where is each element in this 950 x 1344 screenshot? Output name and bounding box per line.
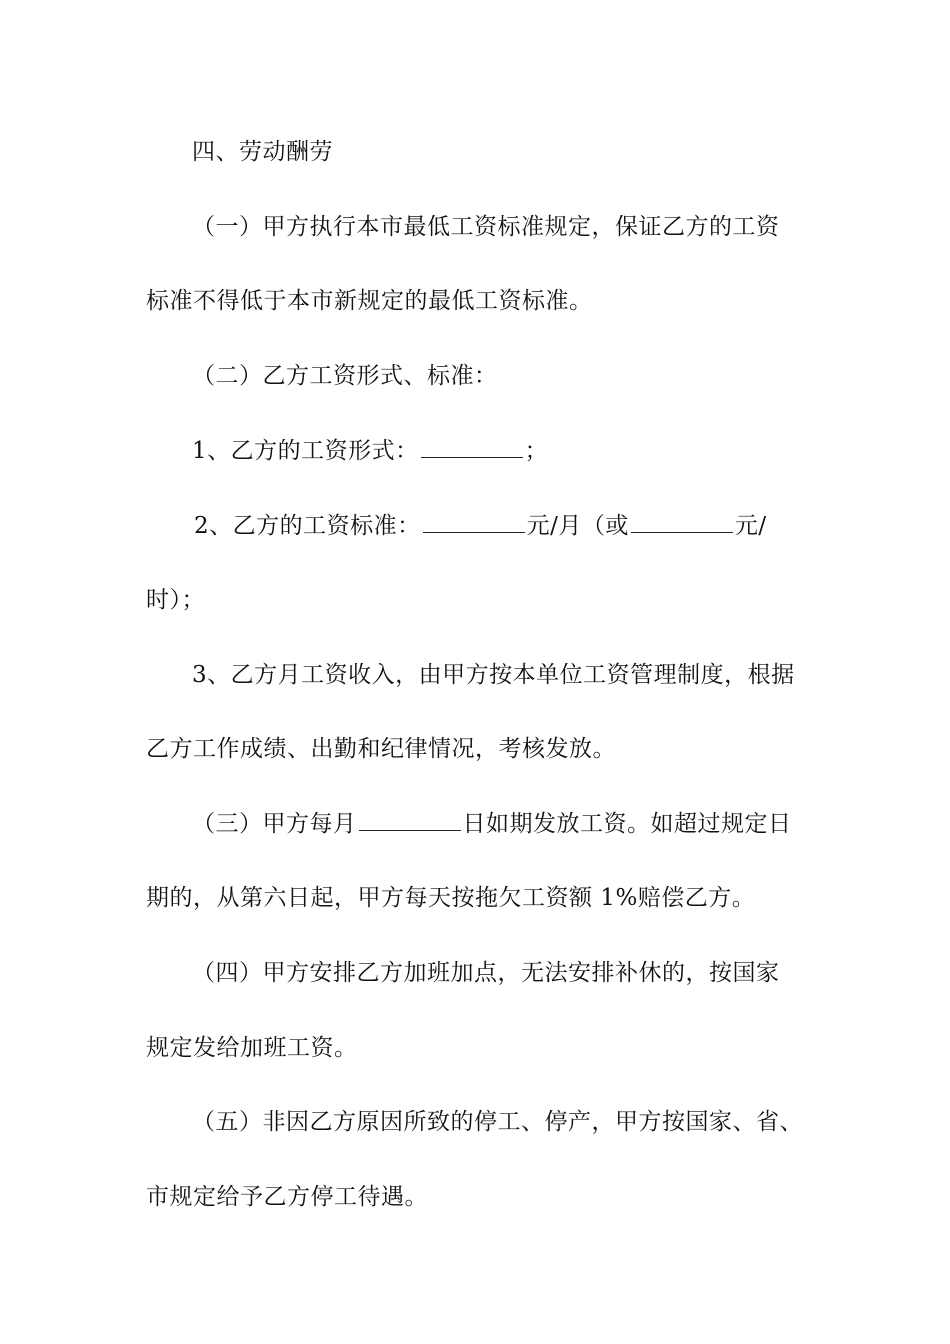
paragraph-4-line-2: 规定发给加班工资。 (146, 1035, 358, 1061)
item-2-line-2: 时）； (146, 587, 205, 613)
wage-form-blank (421, 439, 523, 458)
item-2-label: 2、乙方的工资标准： (194, 513, 421, 539)
paragraph-2: （二）乙方工资形式、标准： (192, 363, 498, 389)
item-1 (192, 436, 548, 466)
item-3-line-1: 3、乙方月工资收入，由甲方按本单位工资管理制度，根据 (192, 662, 795, 688)
item-2-suffix: 元/ (734, 513, 767, 539)
section-heading: 四、劳动酬劳 (192, 139, 333, 165)
paragraph-4-line-1: （四）甲方安排乙方加班加点，无法安排补休的，按国家 (192, 960, 780, 986)
hourly-wage-blank (631, 514, 733, 533)
item-3-line-2: 乙方工作成绩、出勤和纪律情况，考核发放。 (146, 736, 616, 762)
paragraph-3-line-2: 期的，从第六日起，甲方每天按拖欠工资额 1%赔偿乙方。 (146, 885, 756, 911)
paragraph-3-prefix: （三）甲方每月 (192, 811, 357, 837)
item-2-mid: 元/月（或 (526, 513, 629, 539)
item-1-suffix: ； (524, 438, 549, 464)
pay-day-blank (359, 812, 461, 831)
paragraph-1-line-1: （一）甲方执行本市最低工资标准规定，保证乙方的工资 (192, 214, 780, 240)
paragraph-3-line-1 (192, 809, 792, 839)
monthly-wage-blank (423, 514, 525, 533)
paragraph-3-suffix: 日如期发放工资。如超过规定日 (462, 811, 792, 837)
paragraph-5-line-2: 市规定给予乙方停工待遇。 (146, 1184, 428, 1210)
paragraph-5-line-1: （五）非因乙方原因所致的停工、停产，甲方按国家、省、 (192, 1109, 803, 1135)
item-2-line-1 (194, 511, 767, 541)
item-1-label: 1、乙方的工资形式： (192, 438, 419, 464)
paragraph-1-line-2: 标准不得低于本市新规定的最低工资标准。 (146, 288, 593, 314)
